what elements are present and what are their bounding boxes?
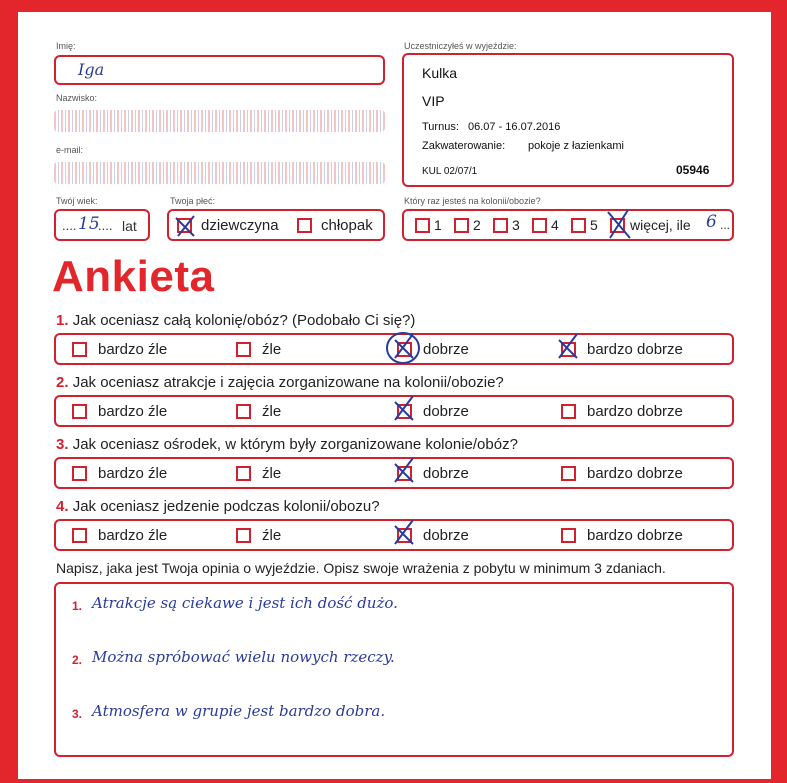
email-label: e-mail: [56, 145, 84, 155]
gender-field [167, 209, 385, 241]
trip-code: KUL 02/07/1 [422, 166, 478, 177]
trip-label: Uczestniczyłeś w wyjeździe: [404, 41, 517, 51]
question-1-option-very-bad: bardzo źle [98, 341, 168, 358]
page-title: Ankieta [52, 252, 215, 301]
question-3-label: Jak oceniasz ośrodek, w którym były zorganizowane kolonie/obóz? [72, 436, 518, 453]
turnus-label: Turnus: [422, 121, 459, 133]
age-dots-right: .... [98, 218, 113, 233]
times-option-3: 3 [512, 217, 520, 233]
trip-info-box [402, 53, 734, 187]
times-more-dots: ... [720, 218, 731, 232]
gender-checkbox-girl[interactable] [177, 218, 192, 233]
age-label: Twój wiek: [56, 196, 98, 206]
surname-redacted [54, 110, 385, 132]
question-3-number: 3. [56, 436, 69, 453]
times-checkbox-more[interactable] [610, 218, 625, 233]
times-option-4: 4 [551, 217, 559, 233]
question-1-options [54, 333, 734, 365]
question-3-option-very-good: bardzo dobrze [587, 465, 683, 482]
question-4-text [56, 498, 380, 515]
name-value: Iga [78, 60, 105, 79]
opinion-line-1: Atrakcje są ciekawe i jest ich dość dużo. [92, 594, 398, 612]
trip-number: 05946 [676, 163, 710, 177]
age-dots-left: .... [62, 218, 77, 233]
question-4-checkbox-bad[interactable] [236, 528, 251, 543]
question-2-options [54, 395, 734, 427]
turnus-value: 06.07 - 16.07.2016 [468, 121, 561, 133]
age-field[interactable] [54, 209, 150, 241]
question-1-label: Jak oceniasz całą kolonię/obóz? (Podobało Ci się?) [72, 312, 416, 329]
question-4-checkbox-very-good[interactable] [561, 528, 576, 543]
accommodation-value: pokoje z łazienkami [528, 140, 624, 152]
question-1-checkbox-very-bad[interactable] [72, 342, 87, 357]
question-4-option-bad: źle [262, 527, 282, 544]
question-2-checkbox-very-bad[interactable] [72, 404, 87, 419]
trip-line2: VIP [422, 93, 445, 109]
question-2-option-good: dobrze [423, 403, 469, 420]
question-3-option-good: dobrze [423, 465, 469, 482]
question-1-checkbox-bad[interactable] [236, 342, 251, 357]
age-unit: lat [122, 218, 137, 234]
times-option-2: 2 [473, 217, 481, 233]
times-checkbox-5[interactable] [571, 218, 586, 233]
question-2-option-bad: źle [262, 403, 282, 420]
name-field[interactable] [54, 55, 385, 85]
question-1-text [56, 312, 415, 329]
email-redacted [54, 162, 385, 184]
times-field [402, 209, 734, 241]
question-1-checkbox-good[interactable] [397, 342, 412, 357]
opinion-box[interactable] [54, 582, 734, 757]
question-2-text [56, 374, 504, 391]
question-3-text [56, 436, 518, 453]
times-label: Który raz jesteś na kolonii/obozie? [404, 196, 541, 206]
question-1-option-very-good: bardzo dobrze [587, 341, 683, 358]
question-2-checkbox-bad[interactable] [236, 404, 251, 419]
question-3-checkbox-very-good[interactable] [561, 466, 576, 481]
times-checkbox-3[interactable] [493, 218, 508, 233]
times-more-label: więcej, ile [630, 217, 691, 233]
name-label: Imię: [56, 41, 76, 51]
question-3-option-bad: źle [262, 465, 282, 482]
question-4-option-very-good: bardzo dobrze [587, 527, 683, 544]
question-4-checkbox-very-bad[interactable] [72, 528, 87, 543]
gender-checkbox-boy[interactable] [297, 218, 312, 233]
trip-line1: Kulka [422, 65, 458, 81]
question-4-label: Jak oceniasz jedzenie podczas kolonii/obozu? [72, 498, 380, 515]
gender-option-boy: chłopak [321, 217, 373, 234]
question-4-number: 4. [56, 498, 69, 515]
accommodation-label: Zakwaterowanie: [422, 140, 506, 152]
question-3-option-very-bad: bardzo źle [98, 465, 168, 482]
question-1-option-bad: źle [262, 341, 282, 358]
opinion-line-2: Można spróbować wielu nowych rzeczy. [92, 648, 395, 666]
question-3-checkbox-bad[interactable] [236, 466, 251, 481]
question-4-options [54, 519, 734, 551]
question-2-number: 2. [56, 374, 69, 391]
opinion-line-1-number: 1. [72, 599, 83, 613]
opinion-prompt: Napisz, jaka jest Twoja opinia o wyjeździe. Opisz swoje wrażenia z pobytu w minimum 3 zdaniach. [56, 560, 666, 576]
question-2-checkbox-good[interactable] [397, 404, 412, 419]
times-option-5: 5 [590, 217, 598, 233]
question-3-checkbox-good[interactable] [397, 466, 412, 481]
times-more-value: 6 [706, 212, 717, 232]
age-value: 15 [78, 214, 100, 234]
times-checkbox-1[interactable] [415, 218, 430, 233]
question-4-option-very-bad: bardzo źle [98, 527, 168, 544]
times-option-1: 1 [434, 217, 442, 233]
opinion-line-2-number: 2. [72, 653, 83, 667]
gender-label: Twoja płeć: [170, 196, 216, 206]
question-1-checkbox-very-good[interactable] [561, 342, 576, 357]
opinion-line-3: Atmosfera w grupie jest bardzo dobra. [92, 702, 386, 720]
question-2-option-very-good: bardzo dobrze [587, 403, 683, 420]
question-3-checkbox-very-bad[interactable] [72, 466, 87, 481]
opinion-line-3-number: 3. [72, 707, 83, 721]
gender-option-girl: dziewczyna [201, 217, 279, 234]
question-2-option-very-bad: bardzo źle [98, 403, 168, 420]
times-checkbox-2[interactable] [454, 218, 469, 233]
question-3-options [54, 457, 734, 489]
question-2-label: Jak oceniasz atrakcje i zajęcia zorganizowane na kolonii/obozie? [72, 374, 504, 391]
surname-label: Nazwisko: [56, 93, 98, 103]
times-checkbox-4[interactable] [532, 218, 547, 233]
question-2-checkbox-very-good[interactable] [561, 404, 576, 419]
question-1-number: 1. [56, 312, 69, 329]
question-4-checkbox-good[interactable] [397, 528, 412, 543]
question-1-option-good: dobrze [423, 341, 469, 358]
question-4-option-good: dobrze [423, 527, 469, 544]
